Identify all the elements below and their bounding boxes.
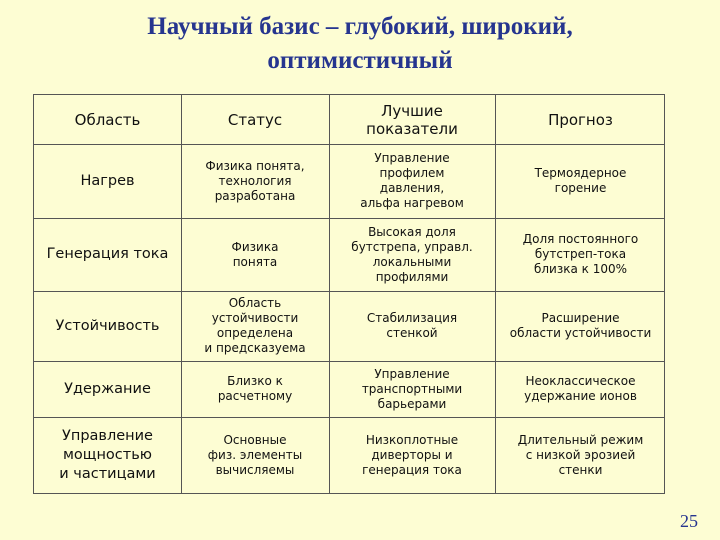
row-current-drive-region: Генерация тока	[46, 246, 169, 262]
row-power-particle-forecast: Длительный режим с низкой эрозией стенки	[517, 432, 644, 477]
row-power-particle-region: Управление мощностью и частицами	[59, 427, 156, 482]
row-heating-status: Физика понята, технология разработана	[205, 158, 305, 203]
row-confinement-region: Удержание	[64, 380, 151, 397]
row-current-drive-best: Высокая доля бутстрепа, управл. локальными профилями	[351, 224, 473, 284]
header-forecast: Прогноз	[548, 110, 613, 129]
row-power-particle-status: Основные физ. элементы вычисляемы	[207, 432, 303, 477]
row-confinement-forecast: Неоклассическое удержание ионов	[524, 374, 637, 403]
header-region: Область	[74, 110, 141, 129]
comparison-table	[33, 94, 665, 494]
row-heating-region: Нагрев	[80, 172, 135, 189]
row-stability-forecast: Расширение области устойчивости	[509, 311, 652, 340]
row-confinement-best: Управление транспортными барьерами	[361, 366, 463, 411]
slide-title	[0, 10, 720, 78]
page-number: 25	[680, 511, 698, 531]
title-line-1: Научный базис – глубокий, широкий,	[147, 13, 573, 40]
row-heating-forecast: Термоядерное горение	[534, 166, 627, 195]
row-heating-best: Управление профилем давления, альфа нагревом	[360, 151, 464, 210]
header-best-results: Лучшие показатели	[366, 101, 458, 138]
row-stability-status: Область устойчивости определена и предсказуема	[204, 296, 306, 355]
row-stability-best: Стабилизация стенкой	[366, 311, 458, 340]
row-stability-region: Устойчивость	[55, 317, 160, 334]
header-status: Статус	[227, 110, 283, 129]
row-confinement-status: Близко к расчетному	[217, 374, 293, 403]
title-line-2: оптимистичный	[267, 47, 453, 74]
row-current-drive-forecast: Доля постоянного бутстреп-тока близка к 100%	[522, 232, 639, 276]
row-power-particle-best: Низкоплотные диверторы и генерация тока	[362, 432, 462, 477]
row-current-drive-status: Физика понята	[231, 239, 279, 269]
